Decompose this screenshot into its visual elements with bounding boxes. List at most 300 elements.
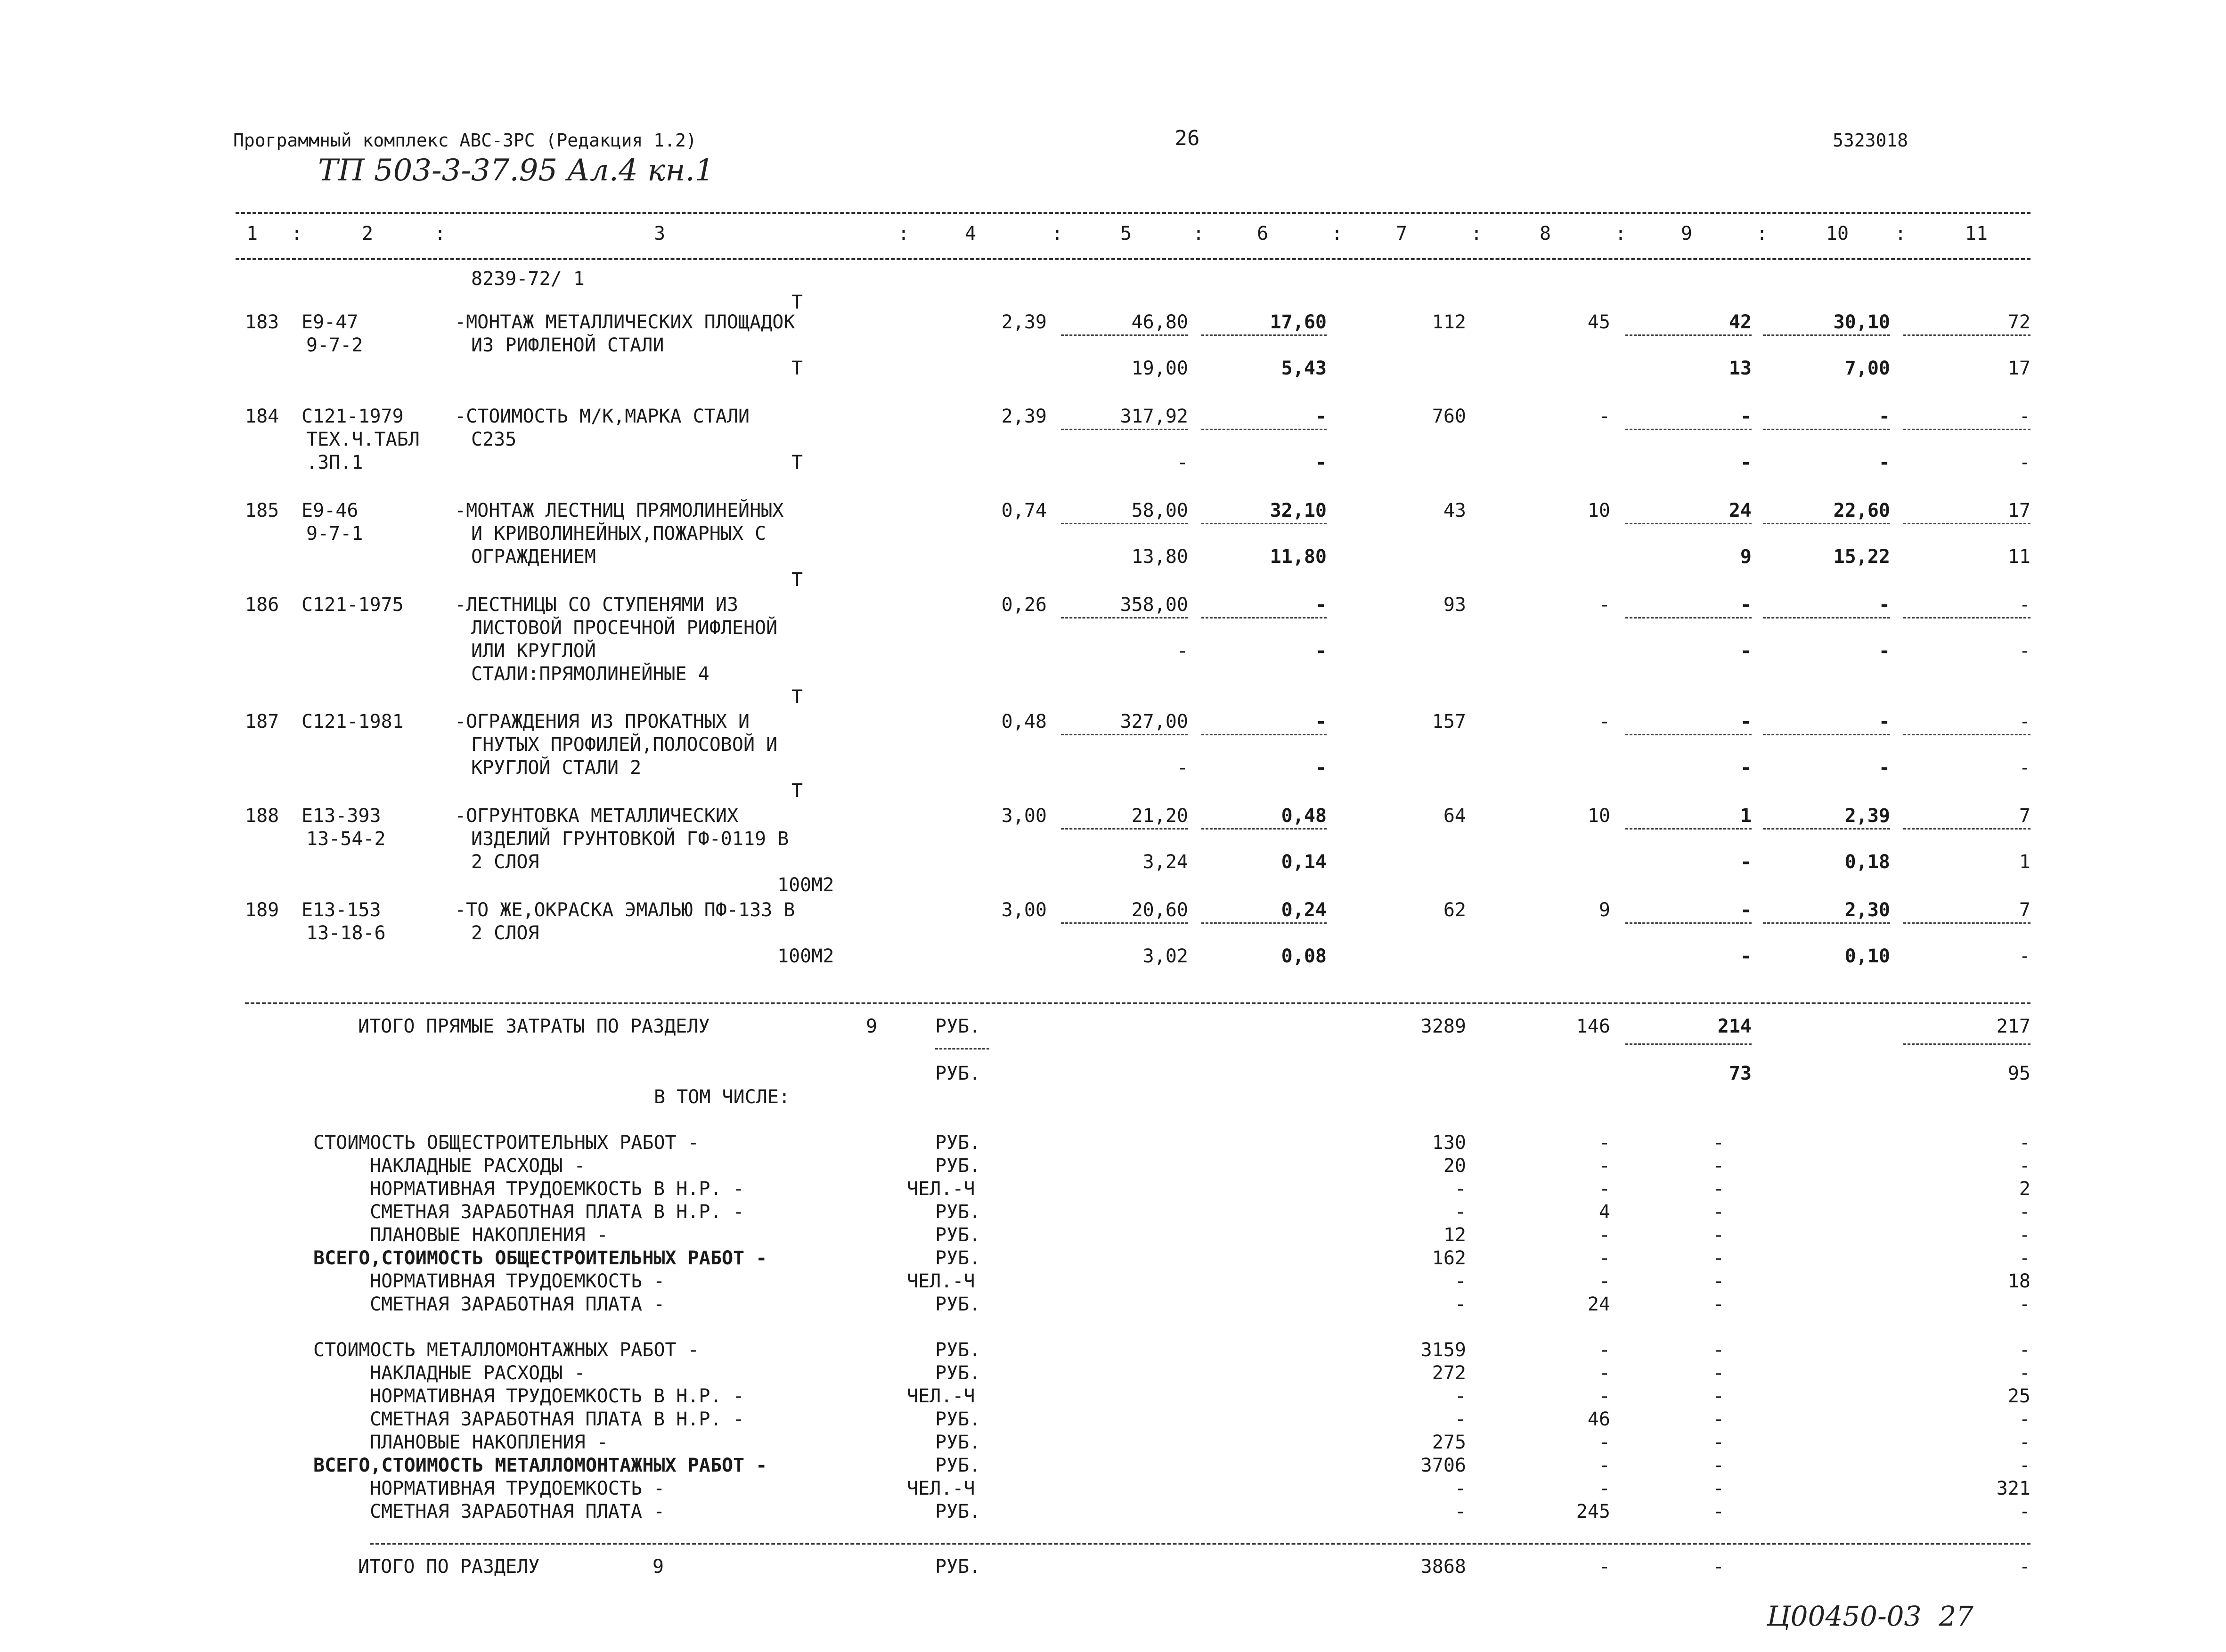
fraction-rule — [1903, 828, 2030, 830]
norm-code: С121-1981 — [302, 711, 404, 732]
summary-value: 18 — [2007, 1270, 2030, 1292]
summary-value: 46 — [1587, 1408, 1610, 1430]
norm-code: 9-7-2 — [306, 334, 363, 356]
unit-cost-value: 1 — [2019, 851, 2030, 873]
unit-cost-value: 58,00 — [1131, 500, 1188, 521]
summary-value: - — [2019, 1432, 2030, 1453]
work-description: ИЗ РИФЛЕНОЙ СТАЛИ — [471, 334, 664, 356]
unit-cost-value: - — [2019, 757, 2030, 779]
unit-label: 100М2 — [777, 874, 834, 896]
fraction-rule — [1625, 1043, 1752, 1045]
summary-value: 24 — [1587, 1294, 1610, 1315]
column-separator: : — [1331, 223, 1343, 244]
section-total-value: - — [1712, 1556, 1724, 1578]
fraction-rule — [1061, 334, 1188, 336]
summary-value: 162 — [1432, 1247, 1466, 1269]
unit-cost-value: - — [1740, 406, 1752, 427]
unit-cost-value: 7,00 — [1844, 358, 1890, 379]
summary-value: - — [1712, 1385, 1724, 1407]
total-cost-value: 43 — [1443, 500, 1466, 521]
unit-cost-value: 21,20 — [1131, 805, 1188, 827]
total-cost-value: - — [1598, 594, 1610, 616]
summary-value: - — [1598, 1247, 1610, 1269]
summary-value: - — [2019, 1224, 2030, 1246]
summary-value: - — [1598, 1432, 1610, 1453]
fraction-rule — [1903, 922, 2030, 924]
unit-cost-value: - — [1740, 452, 1752, 473]
total-cost-value: 760 — [1432, 406, 1466, 427]
summary-value: - — [1712, 1478, 1724, 1499]
document-code: 5323018 — [1833, 130, 1908, 151]
summary-label: НОРМАТИВНАЯ ТРУДОЕМКОСТЬ - — [370, 1478, 665, 1499]
summary-value: 3159 — [1420, 1339, 1466, 1361]
fraction-rule — [1763, 523, 1890, 524]
unit-cost-value: 2,39 — [1844, 805, 1890, 827]
unit-cost-value: - — [1878, 452, 1890, 473]
section-total-label: ИТОГО ПО РАЗДЕЛУ — [358, 1556, 540, 1578]
summary-value: 3706 — [1420, 1455, 1466, 1476]
summary-value: - — [1712, 1455, 1724, 1476]
column-separator: : — [1052, 223, 1063, 244]
unit-cost-value: - — [1878, 711, 1890, 732]
summary-label: ВСЕГО,СТОИМОСТЬ МЕТАЛЛОМОНТАЖНЫХ РАБОТ - — [313, 1455, 767, 1476]
unit-cost-value: 3,02 — [1142, 945, 1188, 967]
work-description: ОГРАЖДЕНИЕМ — [471, 546, 596, 568]
work-description: -ОГРУНТОВКА МЕТАЛЛИЧЕСКИХ — [455, 805, 739, 827]
fraction-rule — [1625, 334, 1752, 336]
norm-code: Е13-153 — [302, 899, 381, 921]
unit-cost-value: - — [2019, 945, 2030, 967]
unit-cost-value: 2,30 — [1844, 899, 1890, 921]
summary-value: - — [2019, 1339, 2030, 1361]
unit-label: РУБ. — [935, 1132, 981, 1154]
summary-value: - — [1598, 1178, 1610, 1200]
unit-cost-value: - — [1740, 640, 1752, 662]
fraction-rule — [1061, 523, 1188, 524]
summary-value: - — [1712, 1155, 1724, 1177]
unit-cost-value: - — [1176, 757, 1188, 779]
unit-cost-value: 30,10 — [1833, 311, 1890, 333]
unit-cost-value: - — [2019, 711, 2030, 732]
summary-value: - — [1598, 1339, 1610, 1361]
work-description: С235 — [471, 429, 517, 450]
unit-cost-value: 13,80 — [1131, 546, 1188, 568]
column-header-4: 4 — [964, 223, 977, 244]
summary-label: НОРМАТИВНАЯ ТРУДОЕМКОСТЬ В Н.Р. - — [370, 1178, 744, 1200]
fraction-rule — [1903, 523, 2030, 524]
unit-cost-value: - — [1878, 406, 1890, 427]
unit-cost-value: - — [1315, 594, 1327, 616]
unit-cost-value: 0,18 — [1844, 851, 1890, 873]
fraction-rule — [1763, 922, 1890, 924]
norm-code: .3П.1 — [306, 452, 363, 473]
unit-label: Т — [791, 686, 803, 708]
table-top-rule — [236, 212, 2030, 214]
norm-code: 13-54-2 — [306, 828, 386, 850]
summary-value: - — [1712, 1132, 1724, 1154]
unit-label: Т — [791, 358, 803, 379]
unit-cost-value: - — [1176, 452, 1188, 473]
unit-cost-value: - — [1315, 406, 1327, 427]
summary-label: ВСЕГО,СТОИМОСТЬ ОБЩЕСТРОИТЕЛЬНЫХ РАБОТ - — [313, 1247, 767, 1269]
fraction-rule — [1903, 617, 2030, 618]
unit-label: РУБ. — [935, 1016, 981, 1037]
row-number: 185 — [245, 500, 279, 521]
summary-label: СТОИМОСТЬ ОБЩЕСТРОИТЕЛЬНЫХ РАБОТ - — [313, 1132, 699, 1154]
unit-label: Т — [791, 569, 803, 591]
work-description: -СТОИМОСТЬ М/К,МАРКА СТАЛИ — [455, 406, 750, 427]
summary-value: - — [1598, 1155, 1610, 1177]
summary-label: НАКЛАДНЫЕ РАСХОДЫ - — [370, 1362, 586, 1384]
summary-value: - — [1712, 1339, 1724, 1361]
unit-cost-value: 32,10 — [1270, 500, 1327, 521]
summary-value: - — [2019, 1408, 2030, 1430]
carried-over-line: 8239-72/ 1 — [471, 268, 585, 290]
unit-label: РУБ. — [935, 1362, 981, 1384]
fraction-rule — [1903, 334, 2030, 336]
unit-cost-value: 13 — [1729, 358, 1752, 379]
unit-cost-value: 5,43 — [1281, 358, 1327, 379]
unit-cost-value: 317,92 — [1120, 406, 1188, 427]
unit-cost-value: 3,24 — [1142, 851, 1188, 873]
unit-cost-value: 17 — [2007, 500, 2030, 521]
unit-cost-value: - — [1315, 757, 1327, 779]
summary-value: - — [1454, 1385, 1466, 1407]
unit-cost-value: - — [1740, 594, 1752, 616]
unit-cost-value: - — [2019, 594, 2030, 616]
summary-value: - — [1598, 1478, 1610, 1499]
unit-cost-value: 9 — [1740, 546, 1752, 568]
fraction-rule — [1061, 617, 1188, 618]
quantity-value: 0,74 — [1001, 500, 1047, 521]
summary-value: - — [1454, 1478, 1466, 1499]
header-bottom-rule — [236, 258, 2030, 260]
program-header: Программный комплекс АВС-3РС (Редакция 1.2) — [233, 130, 697, 151]
column-header-5: 5 — [1120, 223, 1132, 244]
summary-label: СТОИМОСТЬ МЕТАЛЛОМОНТАЖНЫХ РАБОТ - — [313, 1339, 699, 1361]
total-value: 95 — [2007, 1063, 2030, 1084]
total-value: 146 — [1576, 1016, 1610, 1037]
summary-value: - — [1598, 1132, 1610, 1154]
section-total-value: - — [1598, 1556, 1610, 1578]
summary-value: - — [1712, 1201, 1724, 1223]
summary-value: 4 — [1598, 1201, 1610, 1223]
unit-label: ЧЕЛ.-Ч — [907, 1478, 975, 1499]
unit-cost-value: - — [1740, 851, 1752, 873]
norm-code: 13-18-6 — [306, 922, 386, 944]
fraction-rule — [1763, 334, 1890, 336]
norm-code: Е9-47 — [302, 311, 359, 333]
unit-cost-value: - — [1878, 757, 1890, 779]
unit-label: РУБ. — [935, 1155, 981, 1177]
unit-cost-value: 7 — [2019, 805, 2030, 827]
norm-code: Е13-393 — [302, 805, 381, 827]
work-description: -МОНТАЖ МЕТАЛЛИЧЕСКИХ ПЛОЩАДОК — [455, 311, 795, 333]
summary-value: - — [1598, 1224, 1610, 1246]
unit-cost-value: 0,48 — [1281, 805, 1327, 827]
total-cost-value: 9 — [1598, 899, 1610, 921]
work-description: -ОГРАЖДЕНИЯ ИЗ ПРОКАТНЫХ И — [455, 711, 750, 732]
unit-cost-value: - — [2019, 406, 2030, 427]
unit-label: ЧЕЛ.-Ч — [907, 1385, 975, 1407]
norm-code: ТЕХ.Ч.ТАБЛ — [306, 429, 420, 450]
unit-label: РУБ. — [935, 1339, 981, 1361]
column-header-11: 11 — [1965, 223, 1988, 244]
work-description: ЛИСТОВОЙ ПРОСЕЧНОЙ РИФЛЕНОЙ — [471, 617, 778, 639]
summary-label: СМЕТНАЯ ЗАРАБОТНАЯ ПЛАТА В Н.Р. - — [370, 1408, 744, 1430]
fraction-rule — [1201, 429, 1327, 430]
column-separator: : — [1895, 223, 1907, 244]
unit-cost-value: 358,00 — [1120, 594, 1188, 616]
norm-code: 9-7-1 — [306, 523, 363, 545]
fraction-rule — [1201, 523, 1327, 524]
summary-value: 12 — [1443, 1224, 1466, 1246]
row-number: 183 — [245, 311, 279, 333]
row-number: 189 — [245, 899, 279, 921]
fraction-rule — [1061, 922, 1188, 924]
summary-label: ПЛАНОВЫЕ НАКОПЛЕНИЯ - — [370, 1432, 608, 1453]
unit-cost-value: - — [1740, 899, 1752, 921]
summary-value: - — [2019, 1132, 2030, 1154]
summary-value: - — [2019, 1247, 2030, 1269]
total-cost-value: - — [1598, 711, 1610, 732]
unit-label: РУБ. — [935, 1201, 981, 1223]
summary-value: - — [1712, 1408, 1724, 1430]
work-description: ИЛИ КРУГЛОЙ — [471, 640, 596, 662]
summary-label: НОРМАТИВНАЯ ТРУДОЕМКОСТЬ В Н.Р. - — [370, 1385, 744, 1407]
summary-value: - — [2019, 1201, 2030, 1223]
unit-label: РУБ. — [935, 1455, 981, 1476]
section-number: 9 — [866, 1016, 878, 1037]
work-description: КРУГЛОЙ СТАЛИ 2 — [471, 757, 642, 779]
fraction-rule — [1061, 734, 1188, 735]
unit-cost-value: - — [1315, 640, 1327, 662]
unit-label: РУБ. — [935, 1501, 981, 1522]
fraction-rule — [1903, 734, 2030, 735]
summary-label: НОРМАТИВНАЯ ТРУДОЕМКОСТЬ - — [370, 1270, 665, 1292]
total-cost-value: 64 — [1443, 805, 1466, 827]
fraction-rule — [1903, 1043, 2030, 1045]
column-header-1: 1 — [246, 223, 258, 244]
column-header-6: 6 — [1256, 223, 1269, 244]
column-separator: : — [1471, 223, 1483, 244]
summary-value: - — [1598, 1270, 1610, 1292]
fraction-rule — [1201, 617, 1327, 618]
fraction-rule — [1763, 828, 1890, 830]
handwritten-project-ref: ТП 503-3-37.95 Ал.4 кн.1 — [318, 153, 714, 188]
fraction-rule — [1201, 734, 1327, 735]
summary-value: - — [2019, 1294, 2030, 1315]
total-value: 3289 — [1420, 1016, 1466, 1037]
work-description: -ЛЕСТНИЦЫ СО СТУПЕНЯМИ ИЗ — [455, 594, 739, 616]
total-value: 214 — [1717, 1016, 1752, 1037]
unit-cost-value: 22,60 — [1833, 500, 1890, 521]
column-header-8: 8 — [1539, 223, 1551, 244]
column-separator: : — [1756, 223, 1768, 244]
summary-value: - — [1712, 1294, 1724, 1315]
summary-value: 275 — [1432, 1432, 1466, 1453]
summary-label: НАКЛАДНЫЕ РАСХОДЫ - — [370, 1155, 586, 1177]
work-description: -ТО ЖЕ,ОКРАСКА ЭМАЛЬЮ ПФ-133 В — [455, 899, 795, 921]
column-separator: : — [434, 223, 446, 244]
total-cost-value: - — [1598, 406, 1610, 427]
total-cost-value: 45 — [1587, 311, 1610, 333]
column-separator: : — [291, 223, 303, 244]
norm-code: Е9-46 — [302, 500, 359, 521]
quantity-value: 3,00 — [1001, 805, 1047, 827]
section-total-rule — [245, 1002, 2030, 1004]
summary-value: - — [1712, 1432, 1724, 1453]
row-number: 184 — [245, 406, 279, 427]
unit-cost-value: - — [1878, 594, 1890, 616]
summary-value: - — [1712, 1501, 1724, 1522]
unit-cost-value: - — [1740, 711, 1752, 732]
summary-value: - — [1454, 1201, 1466, 1223]
unit-cost-value: 17 — [2007, 358, 2030, 379]
summary-value: - — [1712, 1224, 1724, 1246]
column-header-2: 2 — [361, 223, 374, 244]
total-cost-value: 93 — [1443, 594, 1466, 616]
work-description: 2 СЛОЯ — [471, 851, 539, 873]
unit-label: РУБ. — [935, 1556, 981, 1578]
work-description: И КРИВОЛИНЕЙНЫХ,ПОЖАРНЫХ С — [471, 523, 766, 545]
summary-value: - — [1712, 1178, 1724, 1200]
total-value: 217 — [1996, 1016, 2030, 1037]
quantity-value: 2,39 — [1001, 406, 1047, 427]
unit-cost-value: 20,60 — [1131, 899, 1188, 921]
unit-cost-value: 11,80 — [1270, 546, 1327, 568]
unit-cost-value: - — [2019, 452, 2030, 473]
unit-cost-value: 0,08 — [1281, 945, 1327, 967]
summary-value: 2 — [2019, 1178, 2030, 1200]
unit-cost-value: - — [1315, 452, 1327, 473]
summary-value: - — [1454, 1408, 1466, 1430]
total-cost-value: 157 — [1432, 711, 1466, 732]
totals-label: ИТОГО ПРЯМЫЕ ЗАТРАТЫ ПО РАЗДЕЛУ — [358, 1016, 710, 1037]
fraction-rule — [1625, 429, 1752, 430]
fraction-rule — [1763, 617, 1890, 618]
summary-value: - — [2019, 1362, 2030, 1384]
total-cost-value: 62 — [1443, 899, 1466, 921]
fraction-rule — [1625, 523, 1752, 524]
row-number: 187 — [245, 711, 279, 732]
norm-code: С121-1979 — [302, 406, 404, 427]
total-cost-value: 10 — [1587, 805, 1610, 827]
total-cost-value: 10 — [1587, 500, 1610, 521]
work-description: ИЗДЕЛИЙ ГРУНТОВКОЙ ГФ-0119 В — [471, 828, 789, 850]
total-cost-value: 112 — [1432, 311, 1466, 333]
work-description: СТАЛИ:ПРЯМОЛИНЕЙНЫЕ 4 — [471, 663, 709, 685]
unit-label: Т — [791, 780, 803, 802]
summary-value: 20 — [1443, 1155, 1466, 1177]
unit-cost-value: - — [2019, 640, 2030, 662]
fraction-rule — [1625, 922, 1752, 924]
quantity-value: 0,26 — [1001, 594, 1047, 616]
summary-value: - — [1712, 1270, 1724, 1292]
summary-value: - — [2019, 1155, 2030, 1177]
unit-cost-value: 7 — [2019, 899, 2030, 921]
summary-label: ПЛАНОВЫЕ НАКОПЛЕНИЯ - — [370, 1224, 608, 1246]
row-number: 188 — [245, 805, 279, 827]
column-header-9: 9 — [1680, 223, 1693, 244]
fraction-rule — [1763, 734, 1890, 735]
summary-value: - — [1598, 1385, 1610, 1407]
unit-cost-value: - — [1176, 640, 1188, 662]
unit-cost-value: 46,80 — [1131, 311, 1188, 333]
unit-cost-value: 17,60 — [1270, 311, 1327, 333]
quantity-value: 0,48 — [1001, 711, 1047, 732]
unit-cost-value: 24 — [1729, 500, 1752, 521]
column-header-10: 10 — [1826, 223, 1849, 244]
summary-value: 245 — [1576, 1501, 1610, 1522]
summary-value: 321 — [1996, 1478, 2030, 1499]
summary-value: - — [1712, 1362, 1724, 1384]
quantity-value: 3,00 — [1001, 899, 1047, 921]
unit-label: РУБ. — [935, 1247, 981, 1269]
unit-cost-value: 0,10 — [1844, 945, 1890, 967]
section-total-value: - — [2019, 1556, 2030, 1578]
summary-value: - — [2019, 1501, 2030, 1522]
summary-label: СМЕТНАЯ ЗАРАБОТНАЯ ПЛАТА В Н.Р. - — [370, 1201, 744, 1223]
summary-value: - — [1598, 1455, 1610, 1476]
unit-cost-value: - — [1315, 711, 1327, 732]
unit-cost-value: - — [1740, 945, 1752, 967]
unit-cost-value: 11 — [2007, 546, 2030, 568]
fraction-rule — [1061, 828, 1188, 830]
work-description: ГНУТЫХ ПРОФИЛЕЙ,ПОЛОСОВОЙ И — [471, 734, 778, 756]
fraction-rule — [1625, 617, 1752, 618]
unit-cost-value: 19,00 — [1131, 358, 1188, 379]
summary-value: - — [1712, 1247, 1724, 1269]
fraction-rule — [1201, 334, 1327, 336]
section-total-value: 3868 — [1420, 1556, 1466, 1578]
unit-label: РУБ. — [935, 1224, 981, 1246]
work-description: -МОНТАЖ ЛЕСТНИЦ ПРЯМОЛИНЕЙНЫХ — [455, 500, 784, 521]
fraction-rule — [1763, 429, 1890, 430]
norm-code: С121-1975 — [302, 594, 404, 616]
summary-value: - — [2019, 1455, 2030, 1476]
unit-cost-value: 0,24 — [1281, 899, 1327, 921]
summary-value: - — [1454, 1270, 1466, 1292]
fraction-rule — [1201, 922, 1327, 924]
total-value: 73 — [1729, 1063, 1752, 1084]
summary-value: 272 — [1432, 1362, 1466, 1384]
unit-label: 100М2 — [777, 945, 834, 967]
quantity-value: 2,39 — [1001, 311, 1047, 333]
unit-label: ЧЕЛ.-Ч — [907, 1178, 975, 1200]
fraction-rule — [1625, 828, 1752, 830]
unit-cost-value: - — [1878, 640, 1890, 662]
unit-label: РУБ. — [935, 1063, 981, 1084]
unit-label: ЧЕЛ.-Ч — [907, 1270, 975, 1292]
page-number: 26 — [1174, 126, 1200, 150]
unit-rule — [935, 1048, 989, 1050]
final-rule — [370, 1543, 2030, 1545]
unit-cost-value: 42 — [1729, 311, 1752, 333]
unit-label: Т — [791, 452, 803, 473]
including-label: В ТОМ ЧИСЛЕ: — [654, 1086, 790, 1108]
unit-cost-value: 0,14 — [1281, 851, 1327, 873]
column-header-7: 7 — [1395, 223, 1408, 244]
unit-label: РУБ. — [935, 1432, 981, 1453]
unit-cost-value: 1 — [1740, 805, 1752, 827]
summary-value: 130 — [1432, 1132, 1466, 1154]
fraction-rule — [1201, 828, 1327, 830]
summary-value: 25 — [2007, 1385, 2030, 1407]
unit-label: РУБ. — [935, 1408, 981, 1430]
fraction-rule — [1061, 429, 1188, 430]
unit-cost-value: 15,22 — [1833, 546, 1890, 568]
